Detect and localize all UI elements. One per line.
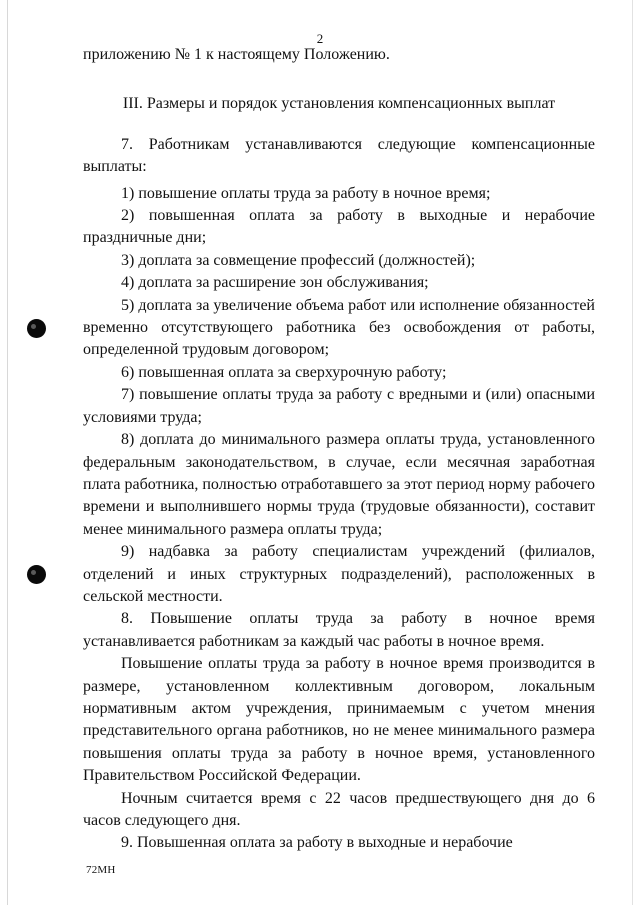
list-item-3: 3) доплата за совмещение профессий (должностей);	[121, 251, 476, 269]
list-item-8: 8) доплата до минимального размера оплаты труда, установленного федеральным законодательством, в случае, если месячная заработная плата работника, полностью отработавшего за этот период норму рабочего времени и выполнившего нормы труда (трудовые обязанности), составит менее минимального размера оплаты труда;	[83, 431, 595, 538]
list-item-5: 5) доплата за увеличение объема работ или исполнение обязанностей временно отсутствующего работника без освобождения от работы, определенной трудовым договором;	[83, 296, 595, 359]
document-body	[83, 44, 595, 855]
scan-edge-left	[7, 0, 8, 905]
paragraph-7: 7. Работникам устанавливаются следующие компенсационные выплаты:	[83, 135, 595, 176]
scan-edge-right	[632, 0, 633, 905]
night-work-paragraph: Повышение оплаты труда за работу в ночное время производится в размере, установленном коллективным договором, локальным нормативным актом учреждения, принимаемым с учетом мнения представительного органа работников, но не менее минимального размера повышения оплаты труда за работу в ночное время, установленного Правительством Российской Федерации.	[83, 655, 595, 785]
intro-line: приложению № 1 к настоящему Положению.	[83, 46, 390, 63]
paragraph-9: 9. Повышенная оплата за работу в выходные и нерабочие	[121, 834, 513, 852]
list-item-2: 2) повышенная оплата за работу в выходные и нерабочие праздничные дни;	[83, 207, 595, 247]
page-number: 2	[316, 31, 324, 46]
punch-hole-icon	[27, 565, 46, 584]
list-item-9: 9) надбавка за работу специалистам учреждений (филиалов, отделений и иных структурных подразделений), расположенных в сельской местности.	[83, 543, 595, 605]
list-item-4: 4) доплата за расширение зон обслуживания;	[121, 274, 429, 292]
list-item-7: 7) повышение оплаты труда за работу с вредными и (или) опасными условиями труда;	[83, 386, 595, 426]
list-item-1: 1) повышение оплаты труда за работу в ночное время;	[121, 184, 491, 202]
section-heading: III. Размеры и порядок установления компенсационных выплат	[122, 95, 556, 113]
paragraph-8: 8. Повышение оплаты труда за работу в ночное время устанавливается работникам за каждый час работы в ночное время.	[83, 610, 595, 650]
list-item-6: 6) повышенная оплата за сверхурочную работу;	[121, 363, 447, 381]
night-time-definition: Ночным считается время с 22 часов предшествующего дня до 6 часов следующего дня.	[83, 789, 595, 829]
punch-hole-icon	[27, 319, 46, 338]
footer-code: 72МН	[86, 864, 116, 876]
